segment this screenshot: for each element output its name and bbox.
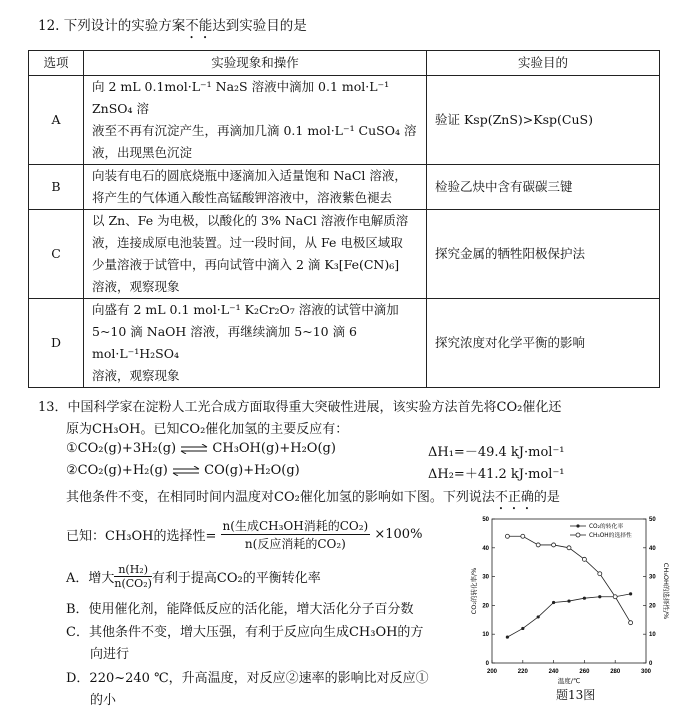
- data-point: [613, 595, 617, 599]
- table-header-row: [29, 51, 660, 76]
- row-goal: 检验乙炔中含有碳碳三键: [427, 165, 660, 210]
- y-right-tick-label: 50: [649, 517, 656, 523]
- row-operation: [84, 299, 427, 388]
- y-left-tick-label: 10: [482, 632, 489, 639]
- option-a-pre: A．增大: [66, 571, 115, 586]
- col-header-operation: 实验现象和操作: [84, 51, 427, 76]
- y-right-tick-label: 20: [649, 603, 656, 610]
- legend-entry: CH₃OH的选择性: [589, 533, 632, 539]
- y-right-tick-label: 0: [649, 661, 653, 667]
- legend-entry: CO₂的转化率: [589, 524, 624, 530]
- x-tick-label: 200: [486, 669, 498, 675]
- op-line: 溶液，观察现象: [92, 368, 180, 383]
- data-point: [521, 534, 525, 538]
- op-line: 将产生的气体通入酸性高锰酸钾溶液中，溶液紫色褪去: [92, 190, 393, 205]
- table-row: [29, 76, 660, 165]
- row-option: B: [29, 165, 84, 210]
- q12-stem-after: 达到实验目的是: [212, 18, 307, 34]
- x-tick-label: 280: [610, 669, 621, 675]
- option-c-line2: 向进行: [90, 647, 130, 662]
- q13-stem-emph: 不正确: [494, 490, 534, 505]
- temperature-effect-chart: [470, 505, 670, 708]
- r1-left: ①CO₂(g)+3H₂(g): [66, 441, 177, 456]
- plot-frame: [492, 519, 646, 663]
- op-line: 以 Zn、Fe 为电极，以酸化的 3% NaCl 溶液作电解质溶: [92, 213, 409, 228]
- row-goal: 探究浓度对化学平衡的影响: [427, 299, 660, 388]
- op-line: 液，连接成原电池装置。过一段时间，从 Fe 电极区域取: [92, 235, 403, 250]
- option-a-denominator: n(CO₂): [114, 577, 152, 590]
- data-point: [506, 635, 509, 638]
- selectivity-denominator: n(反应消耗的CO₂): [244, 537, 346, 551]
- row-option: C: [29, 210, 84, 299]
- legend-marker: [576, 533, 580, 537]
- selectivity-definition: [66, 517, 422, 552]
- figure-caption: 题13图: [556, 688, 596, 702]
- y-right-tick-label: 10: [649, 632, 656, 639]
- data-point: [552, 601, 555, 604]
- option-a-fraction: [114, 563, 152, 590]
- known-label: 已知：CH₃OH的选择性=: [66, 529, 217, 544]
- op-line: 液，出现黑色沉淀: [92, 145, 193, 160]
- row-option: A: [29, 76, 84, 165]
- y-right-tick-label: 40: [649, 545, 656, 552]
- r1-enthalpy: ΔH₁=－49.4 kJ·mol⁻¹: [428, 445, 565, 460]
- q13-intro-line1: 13．中国科学家在淀粉人工光合成方面取得重大突破性进展，该实验方法首先将CO₂催化还: [38, 400, 562, 415]
- q12-stem: [38, 14, 307, 42]
- data-point: [598, 572, 602, 576]
- table-row: [29, 210, 660, 299]
- op-line: 向盛有 2 mL 0.1 mol·L⁻¹ K₂Cr₂O₇ 溶液的试管中滴加: [92, 302, 399, 317]
- op-line: 向 2 mL 0.1mol·L⁻¹ Na₂S 溶液中滴加 0.1 mol·L⁻¹ ZnSO₄ 溶: [92, 79, 390, 116]
- row-option: D: [29, 299, 84, 388]
- table-row: [29, 299, 660, 388]
- op-line: 5~10 滴 NaOH 溶液，再继续滴加 5~10 滴 6 mol·L⁻¹H₂SO₄: [92, 324, 357, 361]
- data-point: [505, 534, 509, 538]
- y-left-tick-label: 20: [482, 603, 489, 610]
- option-d-line2: 的小: [90, 693, 117, 708]
- r2-right: CO(g)+H₂O(g): [204, 463, 300, 478]
- y-left-tick-label: 40: [482, 545, 489, 552]
- data-point: [582, 557, 586, 561]
- x-tick-label: 260: [579, 669, 590, 675]
- data-point: [583, 597, 586, 600]
- op-line: 少量溶液于试管中，再向试管中滴入 2 滴 K₃[Fe(CN)₆]: [92, 257, 400, 272]
- data-point: [598, 595, 601, 598]
- q12-number: 12.: [38, 18, 60, 34]
- equilibrium-arrow-icon: [180, 444, 208, 454]
- option-a-post: 有利于提高CO₂的平衡转化率: [151, 571, 321, 586]
- data-point: [567, 546, 571, 550]
- legend-marker: [576, 524, 579, 527]
- selectivity-tail: ×100%: [374, 527, 423, 542]
- data-point: [521, 627, 524, 630]
- x-tick-label: 240: [548, 669, 559, 675]
- y-left-tick-label: 30: [482, 574, 489, 581]
- data-point: [537, 615, 540, 618]
- row-goal: 验证 Ksp(ZnS)>Ksp(CuS): [427, 76, 660, 165]
- y-left-axis-label: CO₂的转化率/%: [470, 567, 478, 615]
- data-point: [552, 543, 556, 547]
- q13-intro-line2: 原为CH₃OH。已知CO₂催化加氢的主要反应有：: [66, 422, 349, 437]
- selectivity-numerator: n(生成CH₃OH消耗的CO₂): [222, 519, 369, 533]
- option-c-line1: C．其他条件不变，增大压强，有利于反应向生成CH₃OH的方: [66, 625, 424, 640]
- y-left-tick-label: 0: [485, 661, 489, 667]
- col-header-goal: 实验目的: [427, 51, 660, 76]
- option-a-numerator: n(H₂): [114, 563, 152, 577]
- row-operation: [84, 76, 427, 165]
- data-point: [629, 592, 632, 595]
- op-line: 溶液，观察现象: [92, 279, 180, 294]
- table-row: [29, 165, 660, 210]
- q12-stem-emph: 不能: [185, 18, 213, 34]
- r2-enthalpy: ΔH₂=＋41.2 kJ·mol⁻¹: [428, 467, 565, 482]
- q13-stem-after: 的是: [533, 490, 560, 505]
- op-line: 向装有电石的圆底烧瓶中逐滴加入适量饱和 NaCl 溶液，: [92, 168, 407, 183]
- x-axis-label: 温度/℃: [557, 677, 581, 685]
- x-tick-label: 300: [640, 669, 652, 675]
- reaction-2: [66, 463, 300, 478]
- y-left-tick-label: 50: [482, 517, 489, 523]
- op-line: 液至不再有沉淀产生，再滴加几滴 0.1 mol·L⁻¹ CuSO₄ 溶: [92, 123, 417, 138]
- experiment-table: [28, 50, 660, 388]
- option-b: B．使用催化剂，能降低反应的活化能，增大活化分子百分数: [66, 602, 414, 617]
- r1-right: CH₃OH(g)+H₂O(g): [212, 441, 336, 456]
- selectivity-fraction: [221, 517, 371, 552]
- option-a: [66, 563, 321, 590]
- y-right-tick-label: 30: [649, 574, 656, 581]
- q12-stem-before: 下列设计的实验方案: [63, 18, 186, 34]
- col-header-option: 选项: [29, 51, 84, 76]
- data-point: [629, 621, 633, 625]
- equilibrium-arrow-icon: [172, 466, 200, 476]
- r2-left: ②CO₂(g)+H₂(g): [66, 463, 168, 478]
- option-d-line1: D．220~240 ℃，升高温度，对反应②速率的影响比对反应①: [66, 671, 429, 686]
- row-goal: 探究金属的牺牲阳极保护法: [427, 210, 660, 299]
- row-operation: [84, 210, 427, 299]
- q13-stem-before: 其他条件不变，在相同时间内温度对CO₂催化加氢的影响如下图。下列说法: [66, 490, 495, 505]
- data-point: [536, 543, 540, 547]
- x-tick-label: 220: [517, 669, 528, 675]
- reaction-1: [66, 441, 336, 456]
- data-point: [567, 599, 570, 602]
- y-right-axis-label: CH₃OH的选择性/%: [662, 562, 670, 620]
- row-operation: [84, 165, 427, 210]
